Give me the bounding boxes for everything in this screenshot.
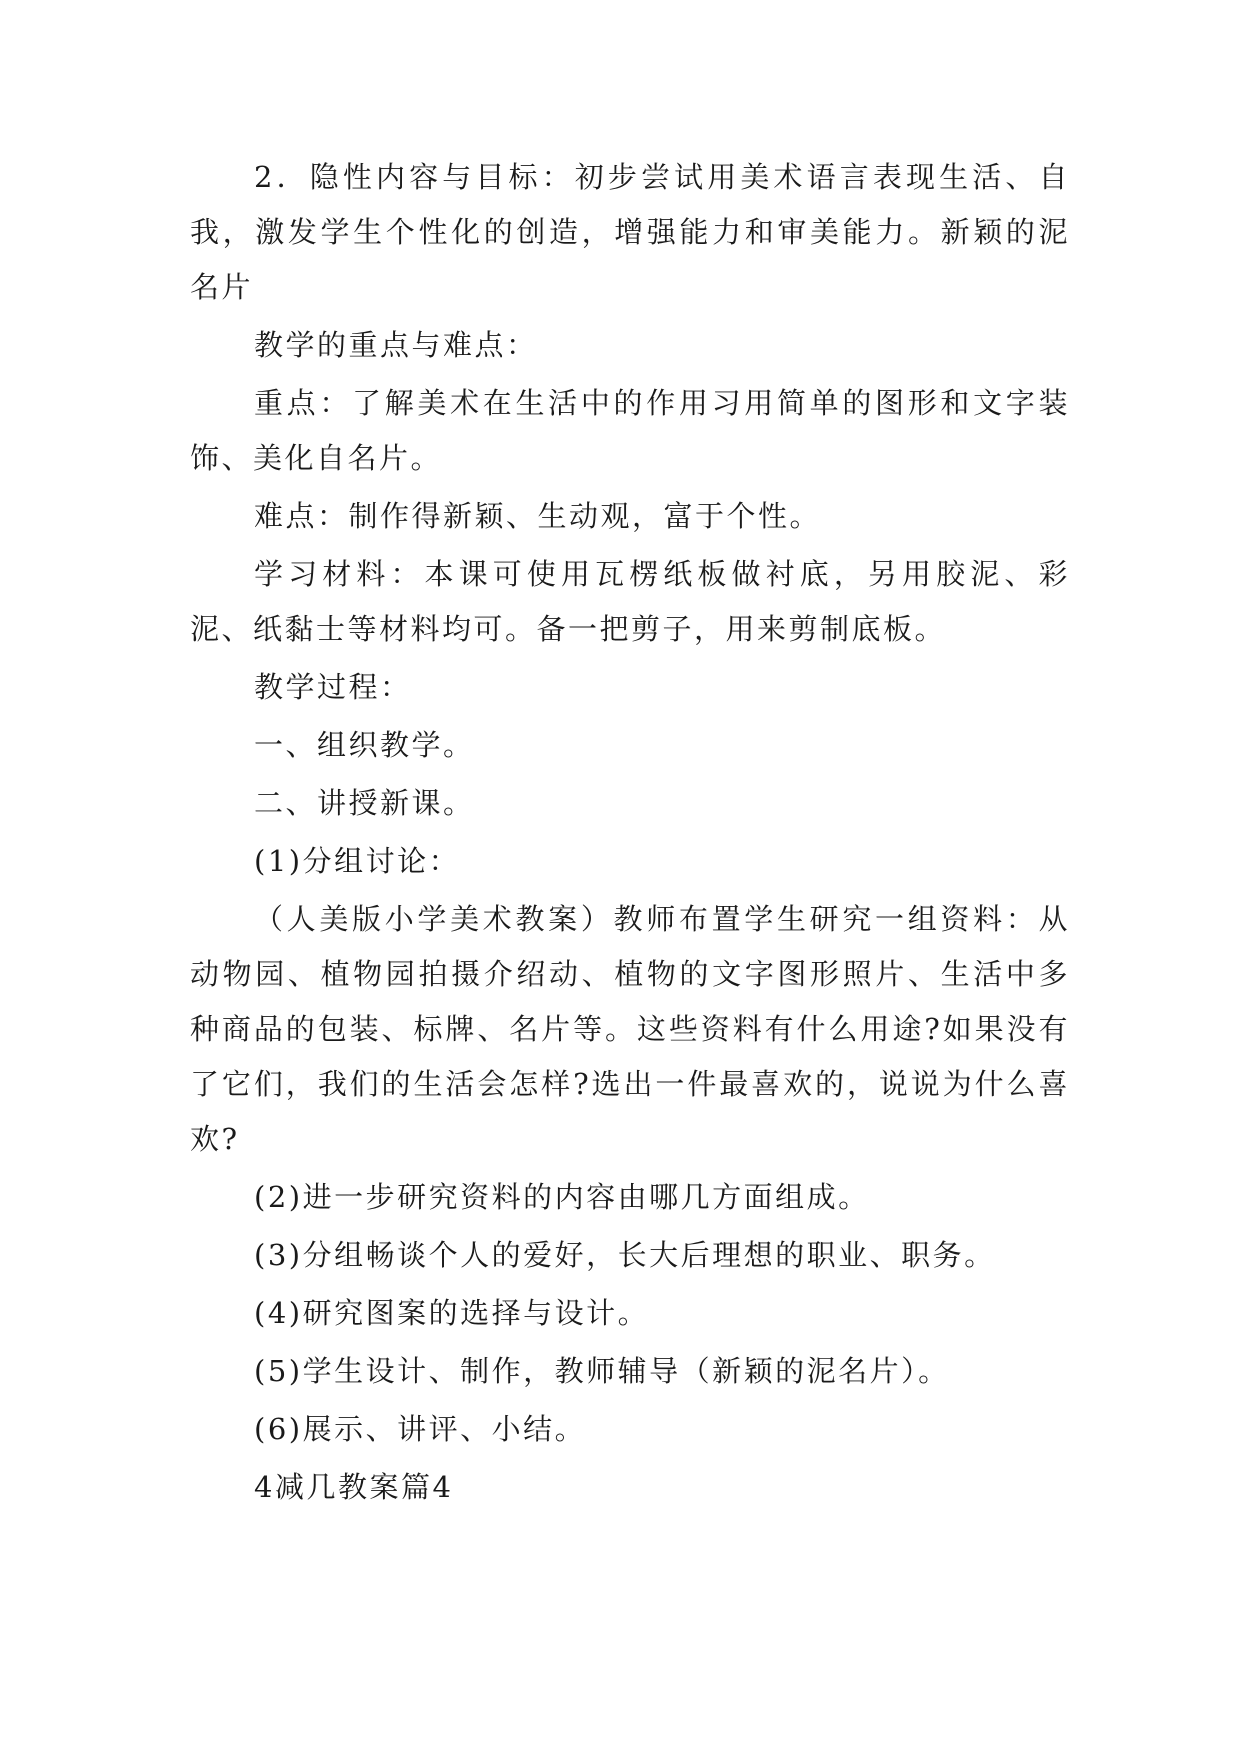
paragraph-substep-1: (1)分组讨论： xyxy=(254,844,461,878)
paragraph-substep-2: (2)进一步研究资料的内容由哪几方面组成。 xyxy=(254,1180,870,1214)
paragraph-substep-5: (5)学生设计、制作，教师辅导（新颖的泥名片）。 xyxy=(254,1354,950,1388)
paragraph-step-organize: 一、组织教学。 xyxy=(254,728,475,762)
section-title-lesson-4: 4减几教案篇4 xyxy=(254,1470,454,1504)
paragraph-difficulty: 难点：制作得新颖、生动观，富于个性。 xyxy=(254,499,822,533)
document-body xyxy=(190,150,1070,1518)
paragraph-step-teach: 二、讲授新课。 xyxy=(254,786,475,820)
paragraph-materials: 学习材料：本课可使用瓦楞纸板做衬底，另用胶泥、彩泥、纸黏士等材料均可。备一把剪子，用来剪制底板。 xyxy=(190,557,1070,646)
paragraph-process-heading: 教学过程： xyxy=(254,670,412,704)
paragraph-substep-4: (4)研究图案的选择与设计。 xyxy=(254,1296,650,1330)
paragraph-research-materials: （人美版小学美术教案）教师布置学生研究一组资料：从动物园、植物园拍摄介绍动、植物的文字图形照片、生活中多种商品的包装、标牌、名片等。这些资料有什么用途?如果没有了它们，我们的生活会怎样?选出一件最喜欢的，说说为什么喜欢? xyxy=(190,902,1070,1156)
paragraph-substep-3: (3)分组畅谈个人的爱好，长大后理想的职业、职务。 xyxy=(254,1238,996,1272)
paragraph-key-points-heading: 教学的重点与难点： xyxy=(254,328,538,362)
paragraph-substep-6: (6)展示、讲评、小结。 xyxy=(254,1412,587,1446)
paragraph-hidden-content-goals: 2．隐性内容与目标：初步尝试用美术语言表现生活、自我，激发学生个性化的创造，增强能力和审美能力。新颖的泥名片 xyxy=(190,160,1070,304)
paragraph-key-point: 重点：了解美术在生活中的作用习用简单的图形和文字装饰、美化自名片。 xyxy=(190,386,1070,475)
